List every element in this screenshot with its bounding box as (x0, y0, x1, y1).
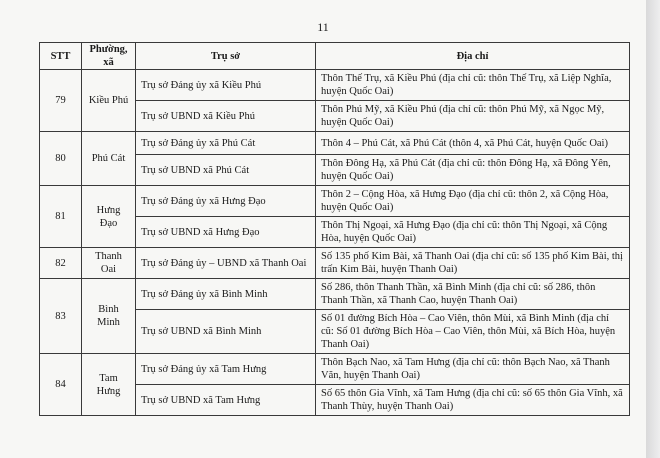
page-edge-shadow (646, 0, 660, 458)
office-cell: Trụ sở Đảng ủy xã Kiều Phú (136, 70, 316, 101)
office-cell: Trụ sở UBND xã Phú Cát (136, 155, 316, 186)
table-row (40, 354, 630, 385)
address-cell: Thôn Phú Mỹ, xã Kiều Phú (địa chỉ cũ: thôn Phú Mỹ, xã Ngọc Mỹ, huyện Quốc Oai) (316, 101, 630, 132)
stt-cell: 82 (40, 248, 82, 279)
ward-cell: Bình Minh (82, 279, 136, 354)
ward-cell: Thanh Oai (82, 248, 136, 279)
address-cell: Thôn Đông Hạ, xã Phú Cát (địa chỉ cũ: thôn Đông Hạ, xã Đông Yên, huyện Quốc Oai) (316, 155, 630, 186)
office-cell: Trụ sở Đảng ủy – UBND xã Thanh Oai (136, 248, 316, 279)
table-row (40, 132, 630, 155)
stt-cell: 84 (40, 354, 82, 416)
office-cell: Trụ sở Đảng ủy xã Tam Hưng (136, 354, 316, 385)
office-cell: Trụ sở Đảng ủy xã Bình Minh (136, 279, 316, 310)
ward-cell: Phú Cát (82, 132, 136, 186)
office-cell: Trụ sở Đảng ủy xã Hưng Đạo (136, 186, 316, 217)
address-cell: Thôn 2 – Cộng Hòa, xã Hưng Đạo (địa chỉ cũ: thôn 2, xã Cộng Hòa, huyện Quốc Oai) (316, 186, 630, 217)
address-cell: Thôn Thị Ngoại, xã Hưng Đạo (địa chỉ cũ: thôn Thị Ngoại, xã Cộng Hòa, huyện Quốc Oai) (316, 217, 630, 248)
table-row (40, 70, 630, 101)
header-ward: Phường, xã (82, 43, 136, 70)
address-cell: Số 01 đường Bích Hòa – Cao Viên, thôn Mùi, xã Bình Minh (địa chỉ cũ: Số 01 đường Bích Hòa – Cao Viên, thôn Mùi, xã Bích Hòa, huyện Thanh Oai) (316, 310, 630, 354)
address-cell: Thôn 4 – Phú Cát, xã Phú Cát (thôn 4, xã Phú Cát, huyện Quốc Oai) (316, 132, 630, 155)
table-row (40, 186, 630, 217)
office-cell: Trụ sở UBND xã Hưng Đạo (136, 217, 316, 248)
ward-cell: Hưng Đạo (82, 186, 136, 248)
office-cell: Trụ sở UBND xã Kiều Phú (136, 101, 316, 132)
stt-cell: 81 (40, 186, 82, 248)
office-address-table (39, 42, 630, 416)
office-cell: Trụ sở UBND xã Bình Minh (136, 310, 316, 354)
address-cell: Số 135 phố Kim Bài, xã Thanh Oai (địa chỉ cũ: số 135 phố Kim Bài, thị trấn Kim Bài, huyện Thanh Oai) (316, 248, 630, 279)
ward-cell: Tam Hưng (82, 354, 136, 416)
office-cell: Trụ sở UBND xã Tam Hưng (136, 385, 316, 416)
stt-cell: 79 (40, 70, 82, 132)
address-cell: Số 65 thôn Gia Vĩnh, xã Tam Hưng (địa chỉ cũ: số 65 thôn Gia Vĩnh, xã Thanh Thùy, huyện Thanh Oai) (316, 385, 630, 416)
table-header-row (40, 43, 630, 70)
stt-cell: 80 (40, 132, 82, 186)
ward-cell: Kiều Phú (82, 70, 136, 132)
stt-cell: 83 (40, 279, 82, 354)
header-stt: STT (40, 43, 82, 70)
header-address: Địa chỉ (316, 43, 630, 70)
page-number: 11 (317, 20, 329, 34)
address-cell: Số 286, thôn Thanh Thần, xã Bình Minh (địa chỉ cũ: số 286, thôn Thanh Thần, xã Thanh Cao, huyện Thanh Oai) (316, 279, 630, 310)
address-cell: Thôn Thế Trụ, xã Kiều Phú (địa chỉ cũ: thôn Thế Trụ, xã Liệp Nghĩa, huyện Quốc Oai) (316, 70, 630, 101)
table-row (40, 248, 630, 279)
address-cell: Thôn Bạch Nao, xã Tam Hưng (địa chỉ cũ: thôn Bạch Nao, xã Thanh Văn, huyện Thanh Oai) (316, 354, 630, 385)
header-office: Trụ sở (136, 43, 316, 70)
office-cell: Trụ sở Đảng ủy xã Phú Cát (136, 132, 316, 155)
table-row (40, 279, 630, 310)
